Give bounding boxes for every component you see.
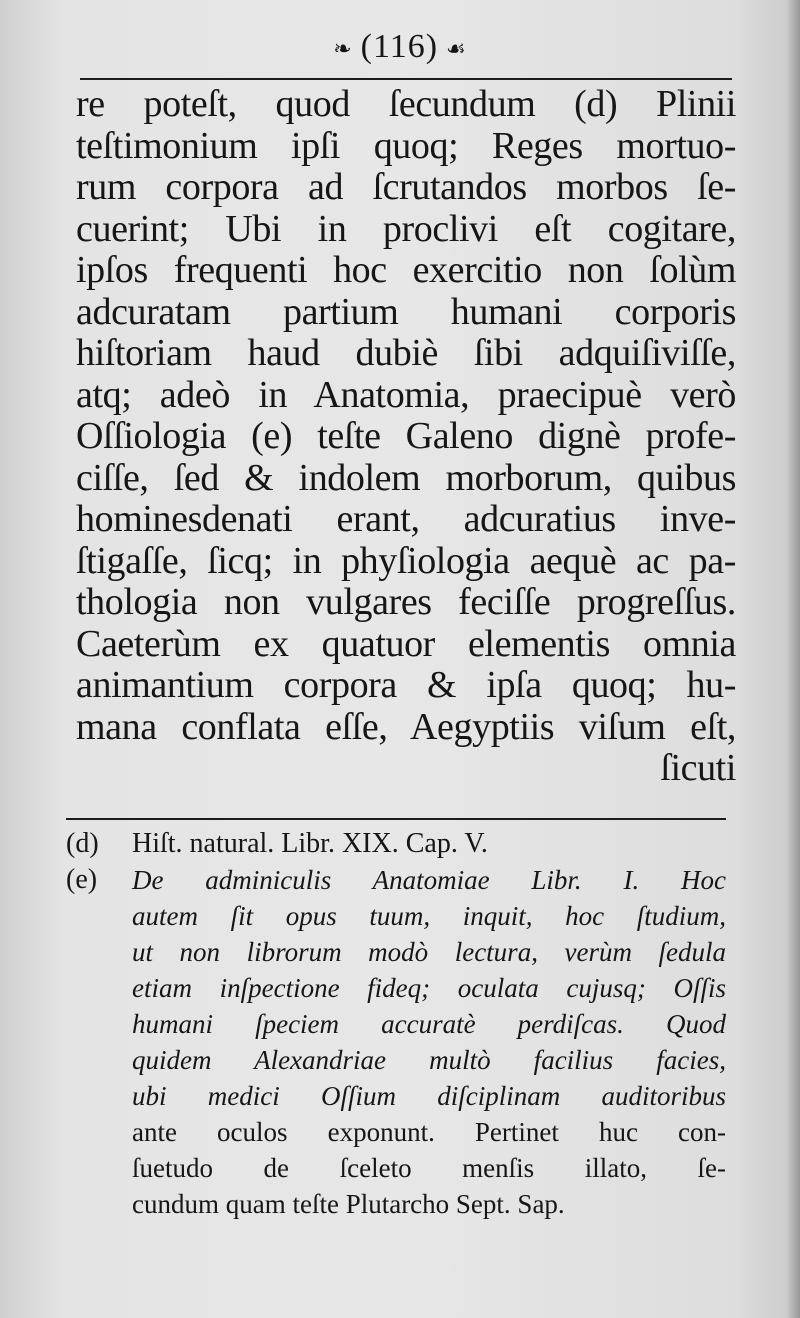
footnote-e xyxy=(66,862,726,1222)
body-line: teſtimonium ipſi quoq; Reges mortuo- xyxy=(76,124,736,167)
body-line: ciſſe, ſed & indolem morborum, quibus xyxy=(76,456,736,499)
body-line: adcuratam partium humani corporis xyxy=(76,290,736,333)
footnote-e-line: De adminiculis Anatomiae Libr. I. Hoc xyxy=(132,865,726,895)
footnote-e-line: autem ſit opus tuum, inquit, hoc ſtudium, xyxy=(132,901,726,931)
ornament-left-icon: ❧ xyxy=(333,36,353,62)
body-line: cuerint; Ubi in proclivi eſt cogitare, xyxy=(76,207,736,250)
body-text xyxy=(76,84,736,790)
ornament-right-icon: ☙ xyxy=(446,36,467,62)
footnote-e-line: etiam inſpectione fideq; oculata cujusq; Oſſis xyxy=(132,973,726,1003)
catchword: ſicuti xyxy=(660,747,736,789)
footnote-d-mark: (d) xyxy=(66,828,99,859)
footnote-e-line: ubi medici Oſſium diſciplinam auditoribus xyxy=(132,1081,726,1111)
footnote-e-line: ſuetudo de ſceleto menſis illato, ſe- xyxy=(132,1153,726,1183)
body-line: ſtigaſſe, ſicq; in phyſiologia aequè ac pa- xyxy=(76,539,736,582)
body-line: animantium corpora & ipſa quoq; hu- xyxy=(76,664,736,706)
body-line: mana conflata eſſe, Aegyptiis viſum eſt, xyxy=(76,705,736,748)
body-line: rum corpora ad ſcrutandos morbos ſe- xyxy=(76,166,736,208)
body-line: Caeterùm ex quatuor elementis omnia xyxy=(76,622,736,665)
footnote-e-line: ut non librorum modò lectura, verùm ſedula xyxy=(132,937,726,967)
page-number: (116) xyxy=(360,28,439,65)
footnote-e-mark: (e) xyxy=(66,864,98,895)
body-line: Oſſiologia (e) teſte Galeno dignè profe- xyxy=(76,415,736,457)
body-line: hominesdenati erant, adcuratius inve- xyxy=(76,498,736,540)
footnote-e-line: ante oculos exponunt. Pertinet huc con- xyxy=(132,1117,726,1147)
body-line: thologia non vulgares feciſſe progreſſus. xyxy=(76,581,736,623)
body-line: atq; adeò in Anatomia, praecipuè verò xyxy=(76,373,736,416)
footnote-e-line: quidem Alexandriae multò facilius facies, xyxy=(132,1045,726,1075)
body-line: ipſos frequenti hoc exercitio non ſolùm xyxy=(76,249,736,291)
footnotes xyxy=(66,826,726,1222)
footnote-rule xyxy=(66,818,726,820)
footnote-d xyxy=(66,826,726,862)
page-header xyxy=(0,28,800,66)
header-rule xyxy=(80,78,732,80)
body-line: re poteſt, quod ſecundum (d) Plinii xyxy=(76,83,736,125)
footnote-d-text: Hiſt. natural. Libr. XIX. Cap. V. xyxy=(132,828,488,859)
page-edge-shadow xyxy=(786,0,800,1318)
footnote-e-line: cundum quam teſte Plutarcho Sept. Sap. xyxy=(132,1189,565,1219)
footnote-e-line: humani ſpeciem accuratè perdiſcas. Quod xyxy=(132,1009,726,1039)
body-line: hiſtoriam haud dubiè ſibi adquiſiviſſe, xyxy=(76,332,736,374)
